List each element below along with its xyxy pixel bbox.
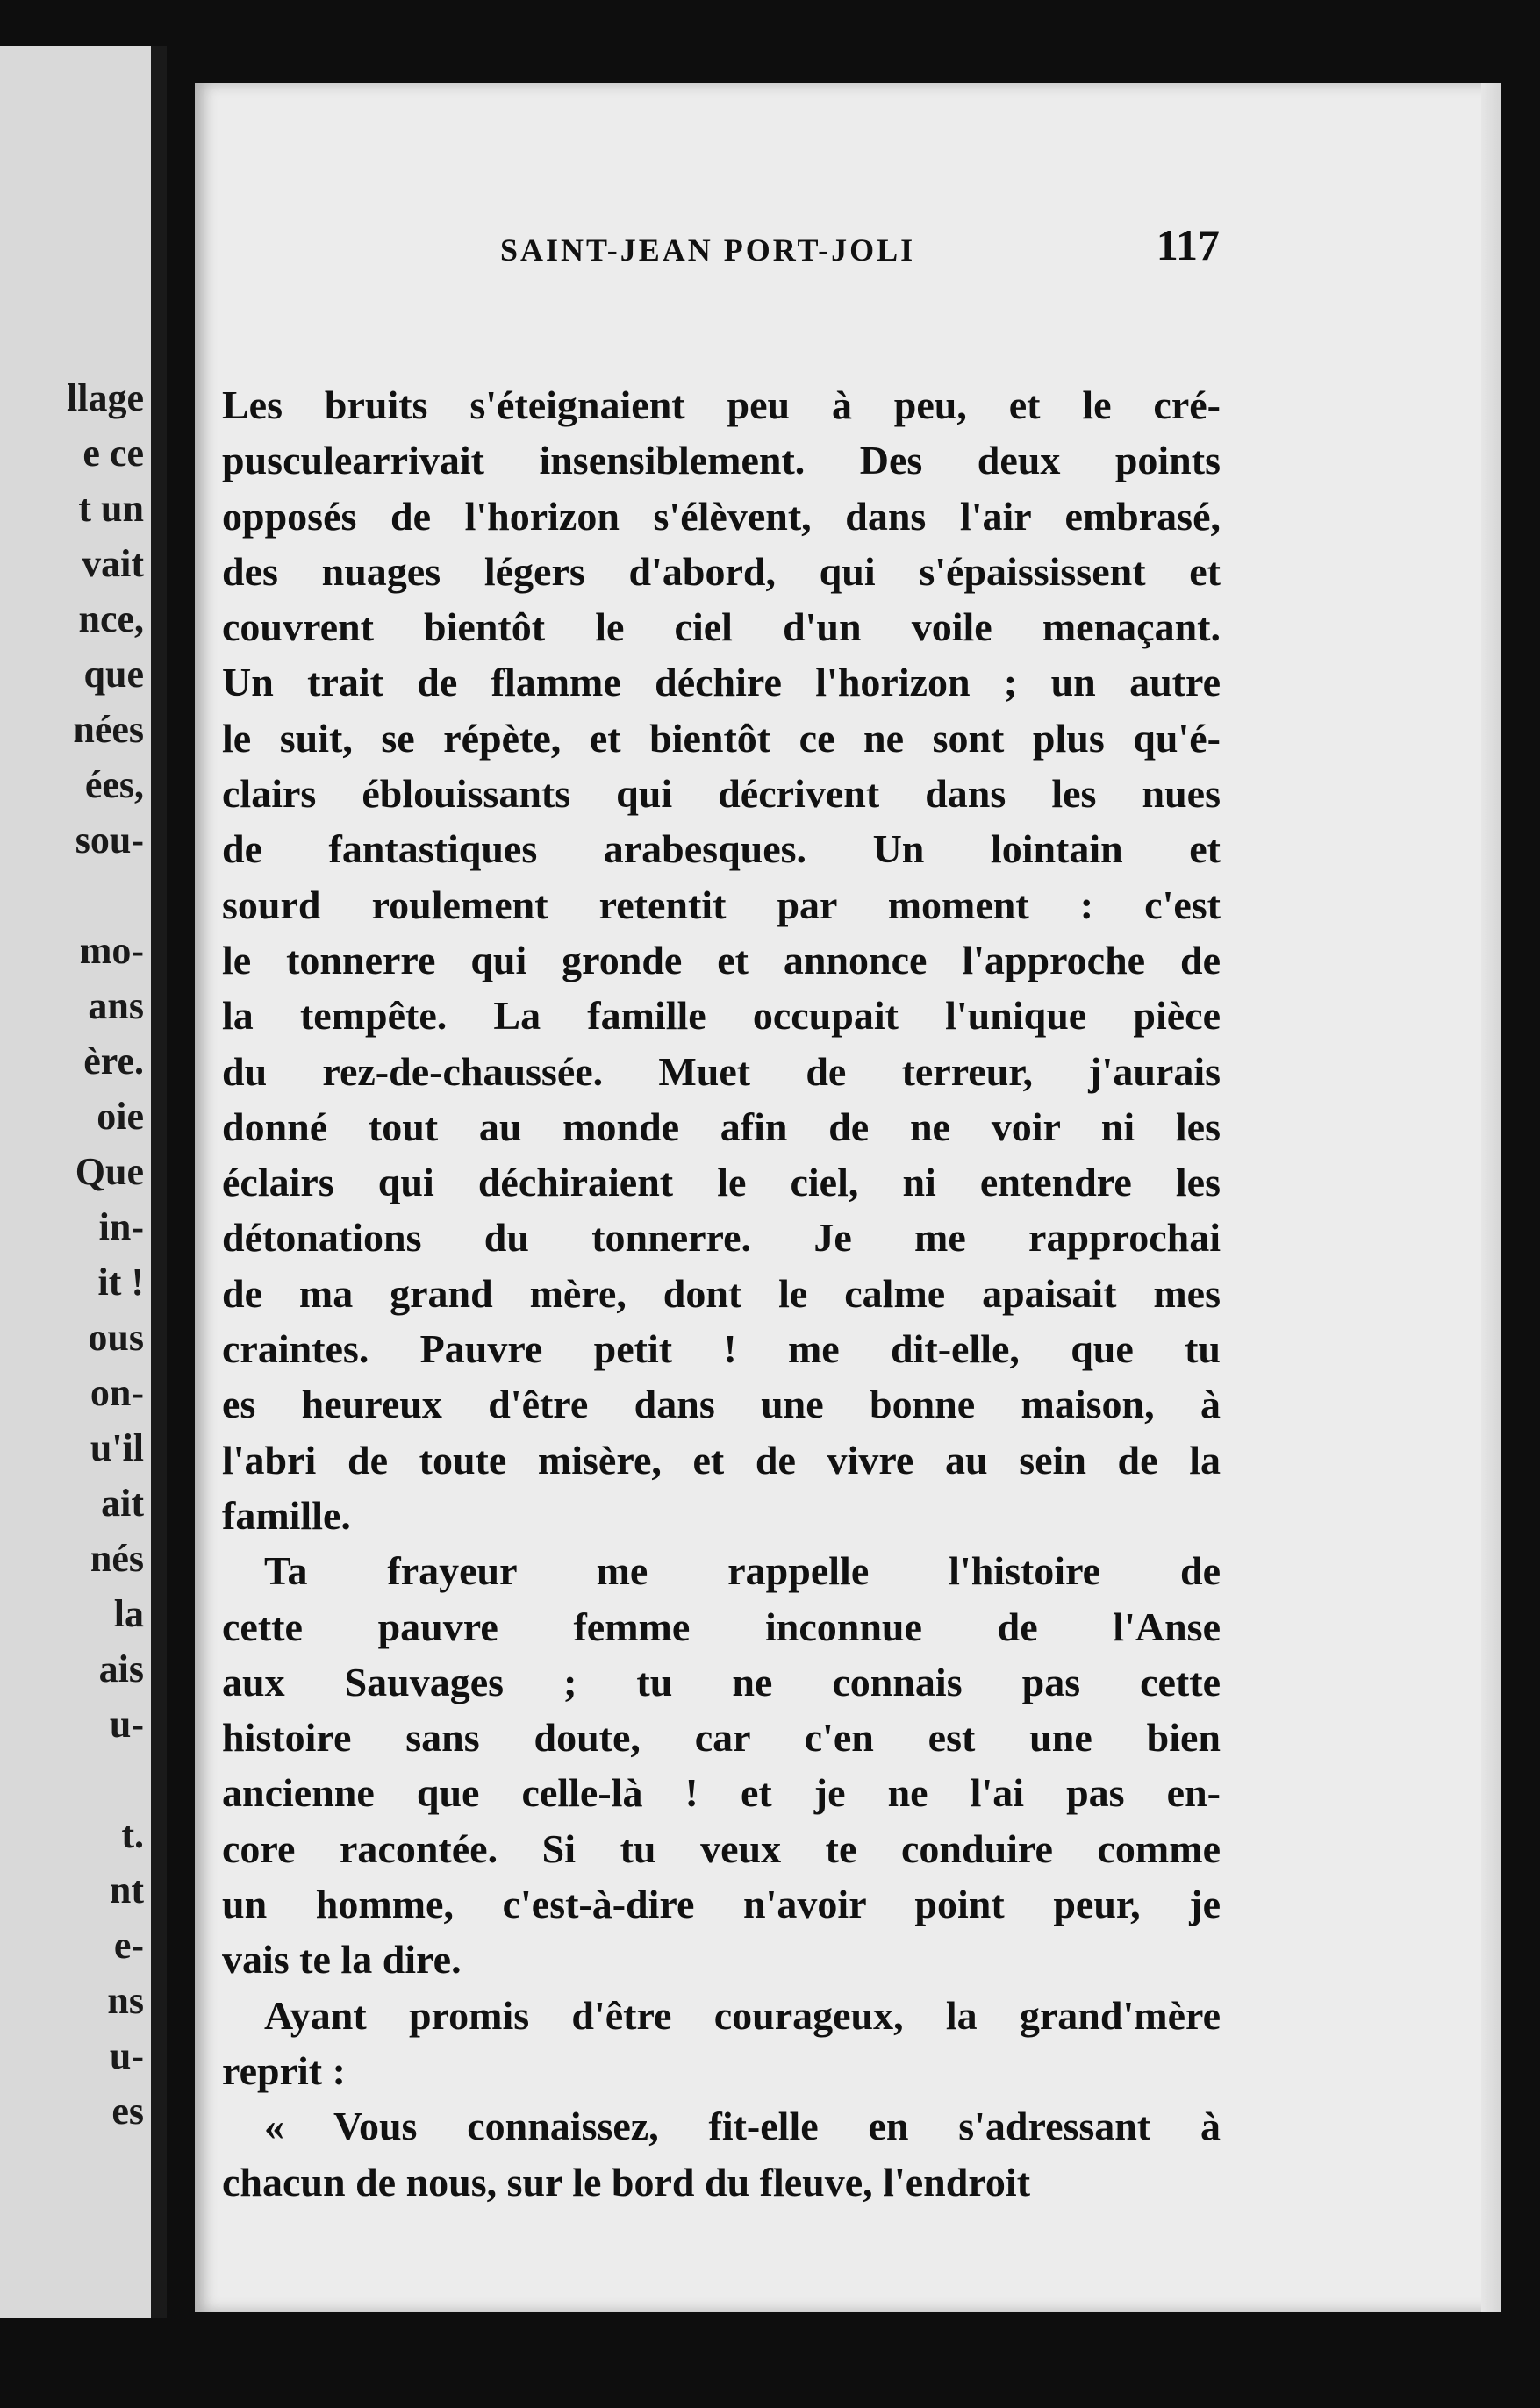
left-page-fragment: t. [121, 1813, 144, 1856]
text-line: du rez-de-chaussée. Muet de terreur, j'aurais [222, 1048, 1221, 1094]
left-page-fragment: u'il [90, 1426, 144, 1469]
text-line: des nuages légers d'abord, qui s'épaississent et [222, 548, 1221, 594]
left-page-fragment: in- [98, 1205, 144, 1248]
left-page-fragment: ans [88, 984, 144, 1027]
text-line: de ma grand mère, dont le calme apaisait mes [222, 1270, 1221, 1316]
text-line: Les bruits s'éteignaient peu à peu, et le cré- [222, 382, 1221, 427]
left-page-text [0, 370, 144, 2139]
text-line: détonations du tonnerre. Je me rapprochai [222, 1215, 1221, 1261]
text-line: chacun de nous, sur le bord du fleuve, l'endroit [222, 2159, 1031, 2204]
left-page-fragment: u- [109, 2034, 144, 2077]
left-page-fragment: nt [109, 1869, 144, 1911]
left-page-fragment: la [113, 1592, 144, 1635]
book-gutter [151, 46, 167, 2318]
left-page-fragment [0, 1752, 144, 1807]
left-page-fragment: ous [88, 1316, 144, 1359]
page-header [290, 219, 1220, 281]
text-line: es heureux d'être dans une bonne maison, à [222, 1382, 1221, 1427]
text-line: de fantastiques arabesques. Un lointain et [222, 826, 1221, 872]
left-page-fragment: sou- [75, 818, 144, 861]
text-line: craintes. Pauvre petit ! me dit-elle, que tu [222, 1326, 1221, 1372]
text-line: clairs éblouissants qui décrivent dans les nues [222, 771, 1221, 817]
left-page-fragment: mo- [79, 929, 144, 972]
left-facing-page [0, 46, 167, 2318]
text-line: aux Sauvages ; tu ne connais pas cette [222, 1659, 1221, 1704]
text-line: Ta frayeur me rappelle l'histoire de [264, 1548, 1221, 1594]
left-page-fragment: on- [90, 1371, 144, 1414]
text-line: reprit : [222, 2047, 346, 2093]
left-page-fragment: ère. [83, 1040, 144, 1083]
left-page-fragment: t un [78, 487, 144, 530]
text-line: le tonnerre qui gronde et annonce l'approche de [222, 937, 1221, 982]
text-line: « Vous connaissez, fit-elle en s'adressant à [264, 2104, 1221, 2149]
running-title: SAINT-JEAN PORT-JOLI [500, 232, 916, 268]
left-page-fragment: nés [90, 1537, 144, 1580]
left-page-fragment: oie [97, 1095, 144, 1138]
left-page-fragment: ées, [84, 763, 144, 806]
left-page-fragment: Que [75, 1150, 144, 1193]
text-line: core racontée. Si tu veux te conduire comme [222, 1826, 1221, 1871]
left-page-fragment: nce, [78, 597, 144, 640]
text-line: sourd roulement retentit par moment : c'est [222, 882, 1221, 927]
text-line: éclairs qui déchiraient le ciel, ni entendre les [222, 1160, 1221, 1205]
text-line: l'abri de toute misère, et de vivre au sein de la [222, 1437, 1221, 1483]
left-page-fragment: nées [73, 708, 144, 751]
left-page-fragment: e- [113, 1924, 144, 1967]
left-page-fragment: ais [98, 1647, 144, 1690]
text-line: vais te la dire. [222, 1937, 462, 1983]
text-line: la tempête. La famille occupait l'unique pièce [222, 993, 1221, 1039]
text-line: opposés de l'horizon s'élèvent, dans l'air embrasé, [222, 493, 1221, 539]
text-line: Un trait de flamme déchire l'horizon ; un autre [222, 660, 1221, 705]
left-page-fragment: ait [101, 1482, 144, 1525]
left-page-fragment: u- [109, 1703, 144, 1746]
left-page-fragment [0, 868, 144, 923]
left-page-fragment: vait [82, 542, 144, 585]
text-line: ancienne que celle-là ! et je ne l'ai pas en- [222, 1770, 1221, 1816]
left-page-fragment: it ! [97, 1261, 144, 1304]
text-line: histoire sans doute, car c'en est une bien [222, 1715, 1221, 1761]
page-number: 117 [1156, 220, 1220, 269]
text-line: Ayant promis d'être courageux, la grand'mère [264, 1992, 1221, 2038]
text-line: couvrent bientôt le ciel d'un voile menaçant. [222, 604, 1221, 650]
page-edge [1481, 83, 1501, 2312]
left-page-fragment: llage [67, 376, 144, 419]
text-line: le suit, se répète, et bientôt ce ne sont plus qu'é- [222, 715, 1221, 761]
left-page-fragment: es [111, 2090, 144, 2133]
left-page-fragment: que [83, 653, 144, 696]
text-line: famille. [222, 1492, 351, 1538]
text-line: pusculearrivait insensiblement. Des deux points [222, 438, 1221, 483]
left-page-fragment: ns [107, 1979, 144, 2022]
text-line: un homme, c'est-à-dire n'avoir point peur, je [222, 1882, 1221, 1927]
text-line: donné tout au monde afin de ne voir ni les [222, 1104, 1221, 1149]
text-line: cette pauvre femme inconnue de l'Anse [222, 1604, 1221, 1649]
left-page-fragment: e ce [82, 432, 144, 475]
text-body [222, 377, 1221, 2210]
